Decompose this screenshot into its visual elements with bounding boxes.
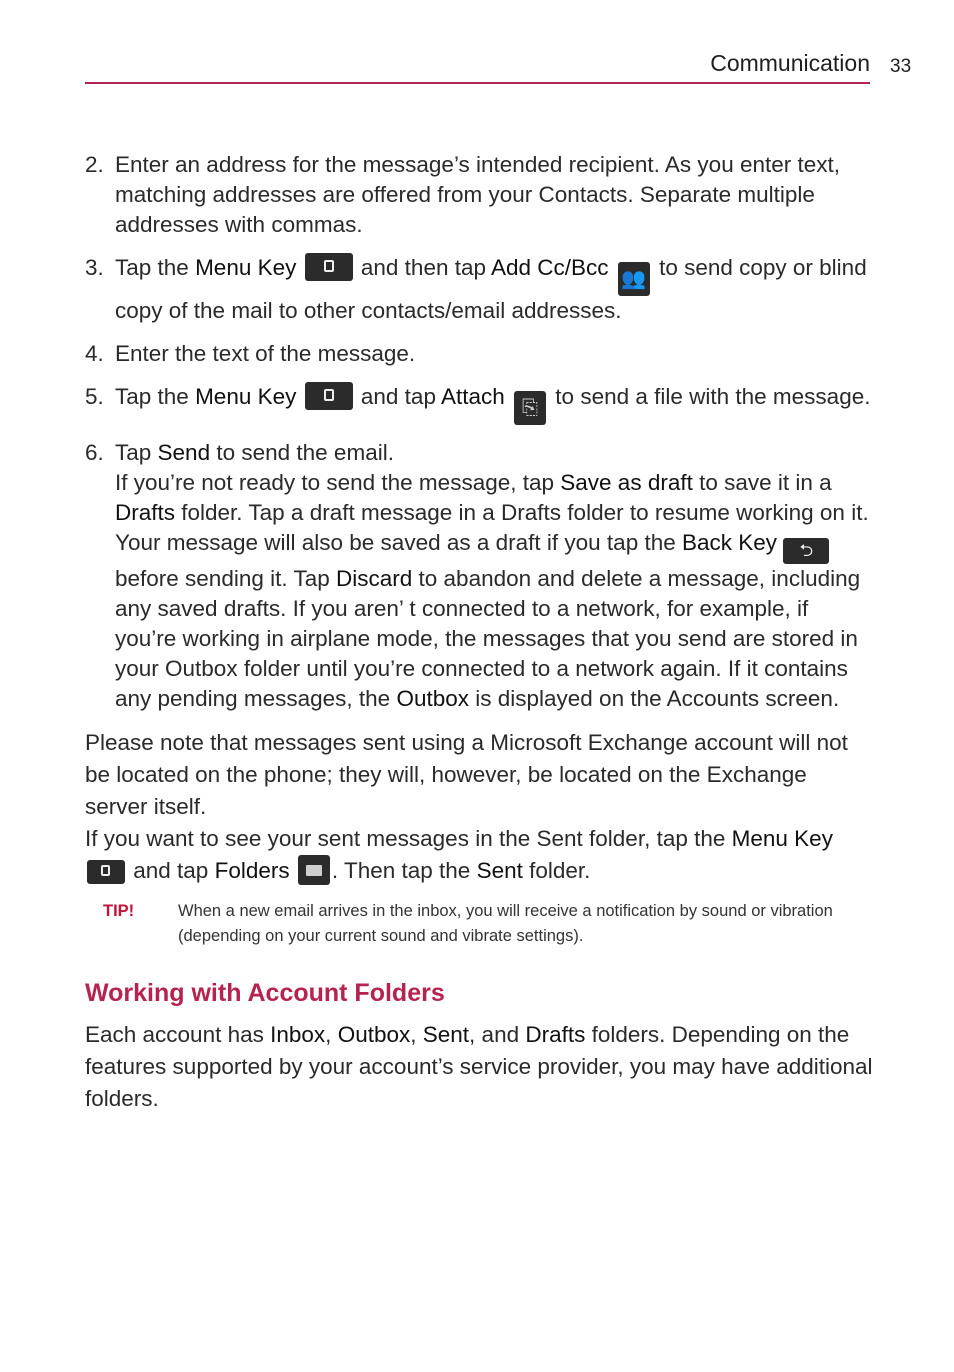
step-5 [85,382,875,425]
step-text: to send the email. [210,440,394,465]
note-text: If you want to see your sent messages in the Sent folder, tap the [85,826,732,851]
tip-label: TIP! [103,902,135,920]
send-label: Send [157,440,211,465]
step-number: 2. [85,152,104,177]
step-number: 6. [85,440,104,465]
sent-label: Sent [476,858,523,883]
step-6 [85,438,875,714]
back-key-label: Back Key [682,530,778,555]
para-text: folders. Depending on the features supported by your account’s service provider, you may have additional folders. [85,1022,873,1111]
page-number: 33 [890,56,912,77]
contacts-icon: 👥 [618,262,650,296]
step-3 [85,253,875,326]
add-cc-bcc-label: Add Cc/Bcc [491,255,609,280]
step-text: to abandon and delete a message, including any saved drafts. If you aren’ t connected to a network, for example, if you’re working in airplane mode, the messages that you send are stored in your Outbox folder until you’re connected to a network again. If it contains any pending messages, the [115,566,861,711]
step-text: Tap the [115,384,196,409]
step-number: 3. [85,255,104,280]
step-text: is displayed on the Accounts screen. [468,686,840,711]
menu-key-label: Menu Key [195,255,297,280]
discard-label: Discard [336,566,413,591]
menu-key-icon [87,860,125,884]
step-text: Enter an address for the message’s intended recipient. As you enter text, matching addresses are offered from your Contacts. Separate multiple addresses with commas. [115,152,841,237]
exchange-note: Please note that messages sent using a Microsoft Exchange account will not be located on the phone; they will, however, be located on the Exchange server itself. [85,730,848,819]
back-arrow-icon: ⮌ [783,538,829,564]
menu-key-icon [305,382,353,410]
section-heading: Working with Account Folders [85,979,445,1007]
outbox-label: Outbox [396,686,469,711]
step-text: If you’re not ready to send the message, tap [115,470,561,495]
section-title: Communication [710,50,870,76]
note-text: folder. [522,858,591,883]
step-text: and tap [354,384,441,409]
step-text: to send copy or blind copy of the mail to other contacts/email addresses. [115,255,867,323]
main-content [85,150,875,1115]
step-2 [85,150,875,240]
outbox-label: Outbox [337,1022,411,1047]
note-text: . Then tap the [331,858,477,883]
drafts-label: Drafts [525,1022,586,1047]
step-4 [85,339,875,369]
menu-key-icon [305,253,353,281]
drafts-label: Drafts [115,500,176,525]
sent-label: Sent [422,1022,470,1047]
menu-key-label: Menu Key [195,384,297,409]
sent-folder-note [85,823,875,887]
tip-text: When a new email arrives in the inbox, you will receive a notification by sound or vibration (depending on your current sound and vibrate settings). [178,902,833,945]
para-text: , [410,1022,423,1047]
note-text: and tap [127,858,215,883]
tip-box [85,899,875,949]
attach-label: Attach [440,384,505,409]
save-as-draft-label: Save as draft [560,470,693,495]
step-text: to send a file with the message. [549,384,871,409]
folder-icon [298,855,330,885]
para-text: Each account has [85,1022,271,1047]
step-text: Enter the text of the message. [115,341,416,366]
para-text: , [325,1022,338,1047]
page-header [85,48,870,84]
folders-paragraph [85,1019,875,1115]
step-text: to save it in a [692,470,832,495]
step-text: and then tap [354,255,492,280]
step-text: Tap the [115,255,196,280]
step-text: folder. Tap a draft message in a Drafts folder to resume working on it. Your message will also be saved as a draft if you tap the [115,500,869,555]
step-text: before sending it. Tap [115,566,336,591]
menu-key-label: Menu Key [731,826,833,851]
paperclip-icon: ⎘ [514,391,546,425]
step-text: Tap [115,440,158,465]
inbox-label: Inbox [270,1022,326,1047]
step-number: 5. [85,384,104,409]
folders-label: Folders [214,858,290,883]
para-text: , and [469,1022,526,1047]
step-number: 4. [85,341,104,366]
